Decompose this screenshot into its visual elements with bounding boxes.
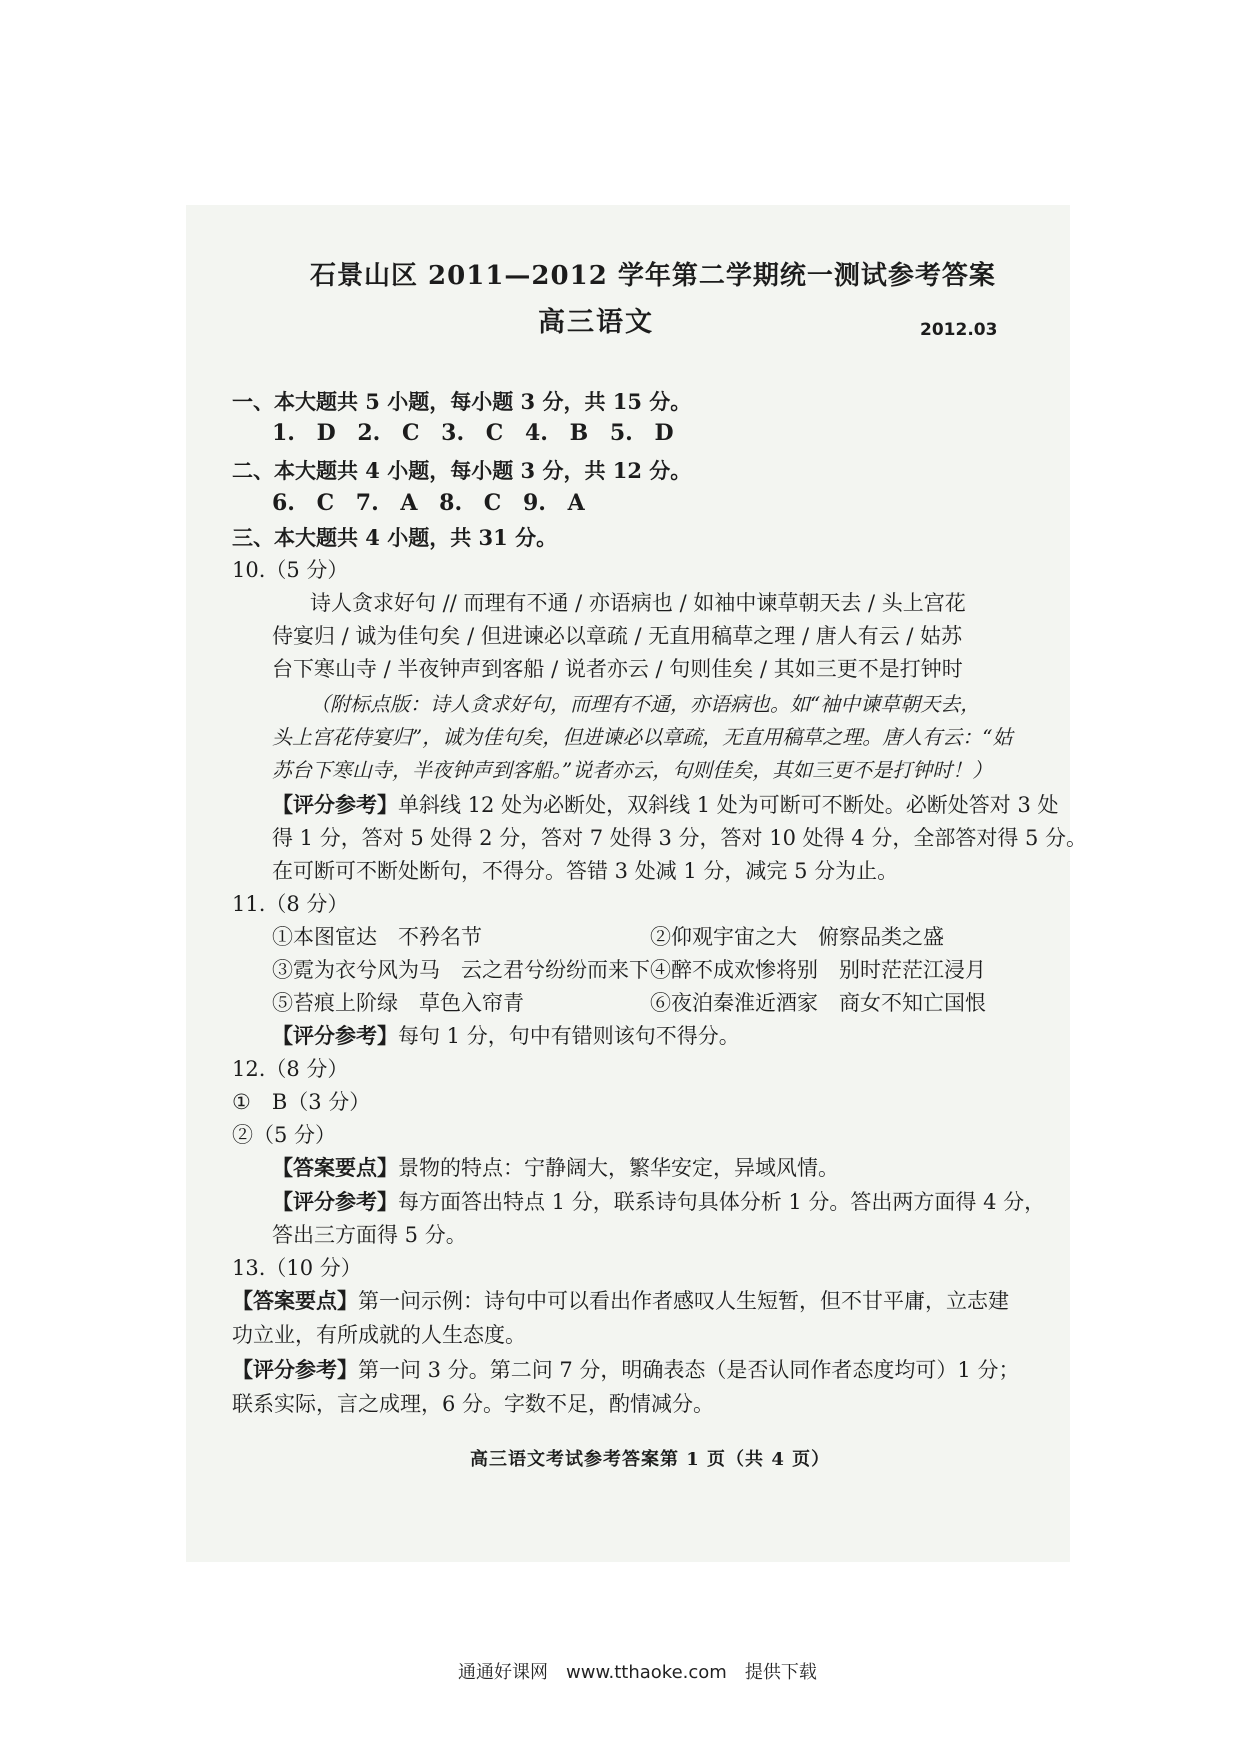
section-1-header: 一、本大题共 5 小题，每小题 3 分，共 15 分。	[232, 389, 692, 414]
q13-grading-line-2: 联系实际，言之成理，6 分。字数不足，酌情减分。	[232, 1392, 715, 1416]
q10-punct-line-1: （附标点版：诗人贪求好句，而理有不通，亦语病也。如“袖中谏草朝天去，	[310, 692, 981, 716]
q12-grading-line-2: 答出三方面得 5 分。	[272, 1223, 467, 1247]
q11-item-4: ④醉不成欢惨将别 别时茫茫江浸月	[650, 958, 986, 982]
page-title: 石景山区 2011—2012 学年第二学期统一测试参考答案	[310, 261, 996, 291]
q12-part-2: ②（5 分）	[232, 1123, 337, 1147]
exam-date: 2012.03	[920, 320, 998, 340]
q12-grading-tag: 【评分参考】	[272, 1189, 398, 1214]
q13-grading-text-1: 第一问 3 分。第二问 7 分，明确表态（是否认同作者态度均可）1 分；	[358, 1358, 1020, 1382]
q12-label: 12.（8 分）	[232, 1057, 349, 1081]
page-subtitle: 高三语文	[538, 307, 654, 338]
q12-grading-text-1: 每方面答出特点 1 分，联系诗句具体分析 1 分。答出两方面得 4 分，	[398, 1190, 1046, 1214]
q10-grading-line-2: 得 1 分，答对 5 处得 2 分，答对 7 处得 3 分，答对 10 处得 4 分，全部答对得 5 分。	[272, 826, 1088, 850]
q10-label: 10.（5 分）	[232, 558, 349, 582]
q13-answer-text-1: 第一问示例：诗句中可以看出作者感叹人生短暂，但不甘平庸，立志建	[358, 1289, 1009, 1313]
section-2-answers: 6. C 7. A 8. C 9. A	[272, 490, 585, 516]
q11-grading-text: 每句 1 分，句中有错则该句不得分。	[398, 1024, 740, 1048]
bleed-through-texture	[740, 260, 1060, 620]
section-3-header: 三、本大题共 4 小题，共 31 分。	[232, 525, 558, 550]
q10-punct-line-3: 苏台下寒山寺，半夜钟声到客船。”说者亦云，句则佳矣，其如三更不是打钟时！）	[272, 758, 993, 782]
q11-item-5: ⑤苔痕上阶绿 草色入帘青	[272, 991, 524, 1015]
q10-grading-text-1: 单斜线 12 处为必断处，双斜线 1 处为可断可不断处。必断处答对 3 处	[398, 793, 1059, 817]
q13-grading-tag: 【评分参考】	[232, 1357, 358, 1382]
q12-grading-line-1	[272, 1186, 1045, 1216]
q11-item-3: ③霓为衣兮风为马 云之君兮纷纷而来下	[272, 958, 650, 982]
q10-line-1: 诗人贪求好句 // 而理有不通 / 亦语病也 / 如袖中谏草朝天去 / 头上宫花	[310, 591, 966, 615]
q12-part-1: ① B（3 分）	[232, 1090, 371, 1114]
q13-answer-tag: 【答案要点】	[232, 1288, 358, 1313]
q11-item-2: ②仰观宇宙之大 俯察品类之盛	[650, 925, 944, 949]
section-2-header: 二、本大题共 4 小题，每小题 3 分，共 12 分。	[232, 458, 692, 483]
q13-label: 13.（10 分）	[232, 1256, 362, 1280]
download-credit: 通通好课网 www.tthaoke.com 提供下载	[458, 1662, 817, 1683]
q10-grading-tag: 【评分参考】	[272, 792, 398, 817]
q11-label: 11.（8 分）	[232, 892, 349, 916]
q10-grading-line-3: 在可断可不断处断句，不得分。答错 3 处减 1 分，减完 5 分为止。	[272, 859, 899, 883]
q11-grading-tag: 【评分参考】	[272, 1023, 398, 1048]
q13-answer-line-2: 功立业，有所成就的人生态度。	[232, 1323, 526, 1347]
q10-punct-line-2: 头上宫花侍宴归”，诚为佳句矣，但进谏必以章疏，无直用稿草之理。唐人有云：“姑	[272, 725, 1013, 749]
q10-line-3: 台下寒山寺 / 半夜钟声到客船 / 说者亦云 / 句则佳矣 / 其如三更不是打钟时	[272, 657, 963, 681]
q12-answer-tag: 【答案要点】	[272, 1155, 398, 1180]
q11-item-1: ①本图宦达 不矜名节	[272, 925, 482, 949]
q11-item-6: ⑥夜泊秦淮近酒家 商女不知亡国恨	[650, 991, 986, 1015]
q10-grading-line-1	[272, 789, 1059, 819]
q10-line-2: 侍宴归 / 诚为佳句矣 / 但进谏必以章疏 / 无直用稿草之理 / 唐人有云 / 姑苏	[272, 624, 963, 648]
q13-grading-line-1	[232, 1354, 1019, 1384]
q11-grading	[272, 1020, 740, 1050]
page-footer: 高三语文考试参考答案第 1 页（共 4 页）	[470, 1449, 831, 1470]
section-1-answers: 1. D 2. C 3. C 4. B 5. D	[272, 420, 674, 446]
q13-answer-line-1	[232, 1285, 1009, 1315]
q12-answer-text: 景物的特点：宁静阔大，繁华安定，异域风情。	[398, 1156, 839, 1180]
q12-answer	[272, 1152, 839, 1182]
